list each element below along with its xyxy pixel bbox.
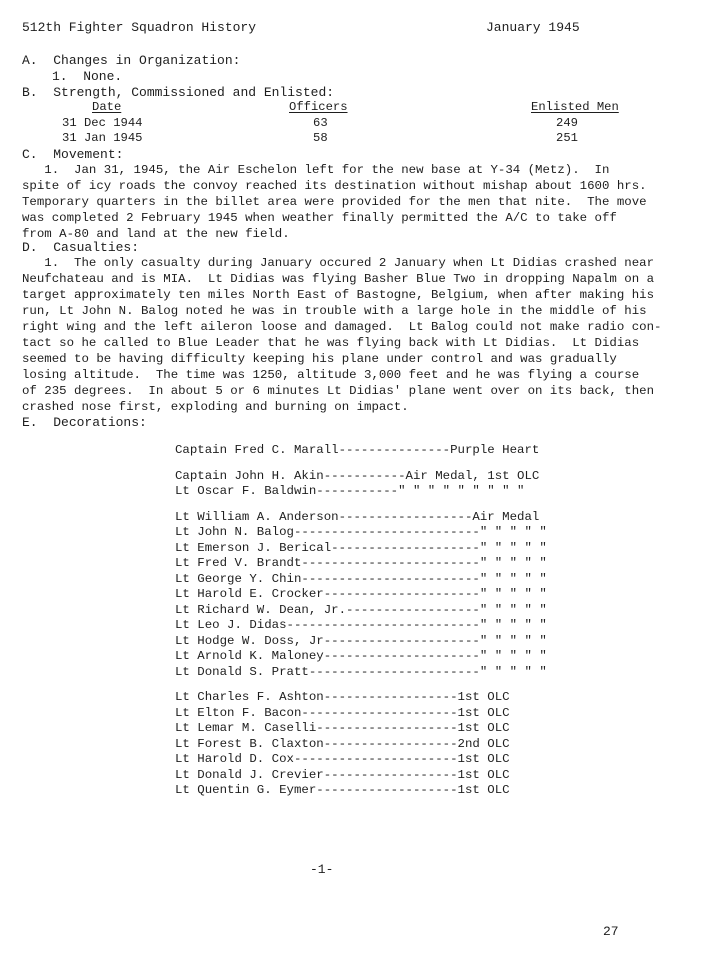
section-d-heading: D. Casualties: <box>22 240 140 255</box>
table-header-officers: Officers <box>289 100 348 114</box>
decoration-entry: Lt John N. Balog-------------------------" " " " " <box>175 525 547 539</box>
decoration-entry: Lt Lemar M. Caselli-------------------1st OLC <box>175 721 510 735</box>
decoration-entry: Lt George Y. Chin------------------------" " " " " <box>175 571 547 586</box>
paragraph-line: losing altitude. The time was 1250, altitude 3,000 feet and he was flying a course <box>22 368 640 382</box>
decoration-entry: Lt William A. Anderson------------------Air Medal <box>175 509 540 524</box>
decoration-entry: Lt Arnold K. Maloney---------------------" " " " " <box>175 649 547 663</box>
decoration-entry: Lt Fred V. Brandt------------------------" " " " " <box>175 556 547 570</box>
decoration-entry: Lt Elton F. Bacon---------------------1st OLC <box>175 705 510 720</box>
table-header-enlisted: Enlisted Men <box>531 100 619 114</box>
table-row-enlisted: 251 <box>556 131 578 145</box>
paragraph-line: of 235 degrees. In about 5 or 6 minutes Lt Didias' plane went over on its back, then <box>22 384 655 398</box>
decoration-entry: Captain Fred C. Marall---------------Purple Heart <box>175 443 540 457</box>
table-row-enlisted: 249 <box>556 116 578 130</box>
decoration-entry: Lt Hodge W. Doss, Jr---------------------" " " " " <box>175 633 547 648</box>
section-a-item: 1. None. <box>52 69 123 84</box>
section-c-heading: C. Movement: <box>22 147 124 162</box>
decoration-entry: Lt Emerson J. Berical--------------------" " " " " <box>175 540 547 555</box>
decoration-entry: Lt Leo J. Didas--------------------------" " " " " <box>175 618 547 632</box>
paragraph-line: tact so he called to Blue Leader that he was flying back with Lt Didias. Lt Didias <box>22 336 640 350</box>
decoration-entry: Lt Donald J. Crevier------------------1st OLC <box>175 767 510 782</box>
table-row-officers: 63 <box>313 116 328 130</box>
decoration-entry: Lt Oscar F. Baldwin-----------" " " " " " " " " <box>175 484 525 498</box>
paragraph-line: target approximately ten miles North East of Bastogne, Belgium, when after making his <box>22 288 655 302</box>
paragraph-line: seemed to be having difficulty keeping his plane under control and was gradually <box>22 352 617 366</box>
paragraph-line: spite of icy roads the convoy reached its destination without mishap about 1600 hrs. <box>22 179 647 193</box>
paragraph-line: from A-80 and land at the new field. <box>22 227 290 241</box>
paragraph-line: Temporary quarters in the billet area were provided for the men that nite. The move <box>22 195 647 209</box>
paragraph-line: right wing and the left aileron loose and damaged. Lt Balog could not make radio con- <box>22 320 662 334</box>
paragraph-line: was completed 2 February 1945 when weather finally permitted the A/C to take off <box>22 211 617 225</box>
page-marker: -1- <box>310 862 334 877</box>
decoration-entry: Lt Donald S. Pratt-----------------------" " " " " <box>175 664 547 679</box>
decoration-entry: Lt Quentin G. Eymer-------------------1st OLC <box>175 783 510 797</box>
table-row-officers: 58 <box>313 131 328 145</box>
decoration-entry: Captain John H. Akin-----------Air Medal, 1st OLC <box>175 468 540 483</box>
paragraph-line: 1. The only casualty during January occured 2 January when Lt Didias crashed near <box>22 256 655 270</box>
movement-paragraph <box>22 162 702 242</box>
decoration-entry: Lt Harold E. Crocker---------------------" " " " " <box>175 587 547 601</box>
paragraph-line: 1. Jan 31, 1945, the Air Eschelon left for the new base at Y-34 (Metz). In <box>22 163 610 177</box>
paragraph-line: run, Lt John N. Balog noted he was in trouble with a large hole in the middle of his <box>22 304 647 318</box>
paragraph-line: crashed nose first, exploding and burning on impact. <box>22 400 409 414</box>
section-a-heading: A. Changes in Organization: <box>22 53 241 68</box>
document-title: 512th Fighter Squadron History <box>22 20 257 35</box>
decoration-entry: Lt Harold D. Cox----------------------1st OLC <box>175 752 510 766</box>
section-b-heading: B. Strength, Commissioned and Enlisted: <box>22 85 335 100</box>
section-e-heading: E. Decorations: <box>22 415 147 430</box>
page-number: 27 <box>603 924 619 939</box>
decoration-entry: Lt Forest B. Claxton------------------2nd OLC <box>175 736 510 751</box>
document-date: January 1945 <box>486 20 580 35</box>
table-row-date: 31 Dec 1944 <box>62 116 143 130</box>
table-row-date: 31 Jan 1945 <box>62 131 143 145</box>
casualties-paragraph <box>22 255 702 415</box>
table-header-date: Date <box>92 100 122 114</box>
decorations-list <box>175 443 547 799</box>
decoration-entry: Lt Richard W. Dean, Jr.------------------" " " " " <box>175 602 547 617</box>
paragraph-line: Neufchateau and is MIA. Lt Didias was flying Basher Blue Two in dropping Napalm on a <box>22 272 655 286</box>
decoration-entry: Lt Charles F. Ashton------------------1st OLC <box>175 690 510 704</box>
